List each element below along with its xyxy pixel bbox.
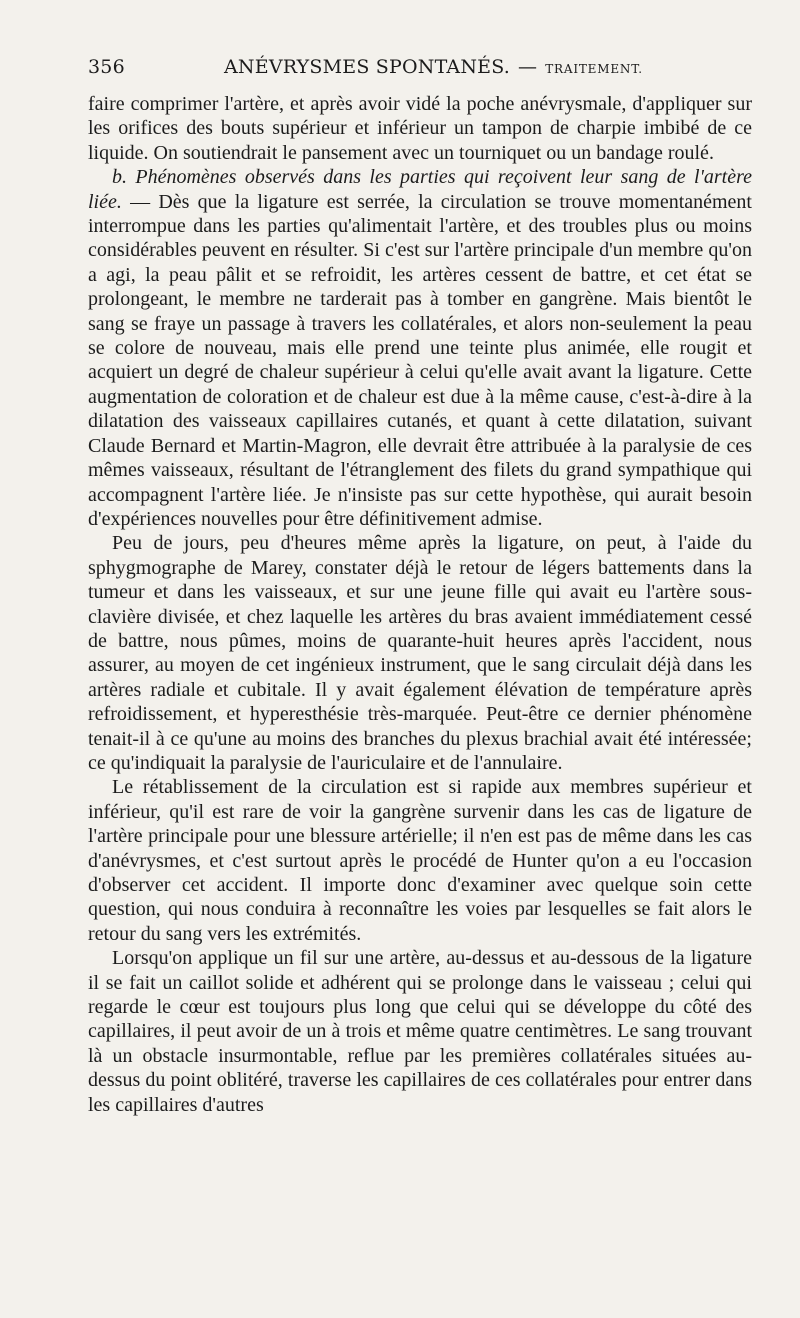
subsection-heading: b. Phénomènes observés dans les parties qui reçoivent leur sang de l'artère liée. (88, 166, 752, 213)
running-header (88, 56, 752, 92)
paragraph-text: — Dès que la ligature est serrée, la circulation se trouve momentanément interrompue dans les parties qu'alimentait l'artère, et des troubles plus ou moins considérables peuvent en résulter. Si c'est sur l'artère principale d'un membre qu'on a agi, la peau pâlit et se refroidit, les artères cessent de battre, et cet état se prolongeant, le membre ne tarderait pas à tomber en gangrène. Mais bientôt le sang se fraye un passage à travers les collatérales, et alors non-seulement la peau se colore de nouveau, mais elle prend une teinte plus animée, elle rougit et acquiert un degré de chaleur supérieur à celui qu'elle avait avant la ligature. Cette augmentation de coloration et de chaleur est due à la même cause, c'est-à-dire à la dilatation des vaisseaux capillaires cutanés, et quant à cette dilatation, suivant Claude Bernard et Martin-Magron, elle devrait être attribuée à la paralysie de ces mêmes vaisseaux, résultant de l'étranglement des filets du grand sympathique qui accompagnent l'artère liée. Je n'insiste pas sur cette hypothèse, qui aurait besoin d'expériences nouvelles pour être définitivement admise. (88, 190, 752, 530)
paragraph: Peu de jours, peu d'heures même après la ligature, on peut, à l'aide du sphygmographe de Marey, constater déjà le retour de légers battements dans la tumeur et dans les vaisseaux, et sur une jeune fille qui avait eu l'artère sous-clavière divisée, et chez laquelle les artères du bras avaient immédiatement cessé de battre, nous pûmes, moins de quarante-huit heures après l'accident, nous assurer, au moyen de cet ingénieux instrument, que le sang circulait déjà dans les artères radiale et cubitale. Il y avait également élévation de température après refroidissement, et hyperesthésie très-marquée. Peut-être ce dernier phénomène tenait-il à ce qu'une au moins des branches du plexus brachial avait été intéressée; ce qu'indiquait la paralysie de l'auriculaire et de l'annulaire. (88, 532, 752, 774)
paragraph: Lorsqu'on applique un fil sur une artère, au-dessus et au-dessous de la ligature il se fait un caillot solide et adhérent qui se prolonge dans le vaisseau ; celui qui regarde le cœur est toujours plus long que celui qui se développe du côté des capillaires, il peut avoir de un à trois et même quatre centimètres. Le sang trouvant là un obstacle insurmontable, reflue par les premières collatérales situées au-dessus du point oblitéré, traverse les capillaires de ces collatérales pour entrer dans les capillaires d'autres (88, 947, 752, 1116)
body-text (88, 92, 752, 1117)
page-number: 356 (88, 56, 125, 78)
paragraph: Le rétablissement de la circulation est si rapide aux membres supérieur et inférieur, qu'il est rare de voir la gangrène survenir dans les cas de ligature de l'artère principale pour une blessure artérielle; il n'en est pas de même dans les cas d'anévrysmes, et c'est surtout après le procédé de Hunter qu'on a eu l'occasion d'observer cet accident. Il importe donc d'examiner avec quelque soin cette question, qui nous conduira à reconnaître les voies par lesquelles se fait alors le retour du sang vers les extrémités. (88, 776, 752, 945)
paragraph (88, 165, 752, 531)
running-section: TRAITEMENT. (545, 62, 643, 76)
running-dash: — (518, 56, 538, 78)
paragraph: faire comprimer l'artère, et après avoir vidé la poche anévrysmale, d'appliquer sur les orifices des bouts supérieur et inférieur un tampon de charpie imbibé de ce liquide. On soutiendrait le pansement avec un tourniquet ou un bandage roulé. (88, 93, 752, 164)
running-title: ANÉVRYSMES SPONTANÉS. (224, 56, 511, 78)
